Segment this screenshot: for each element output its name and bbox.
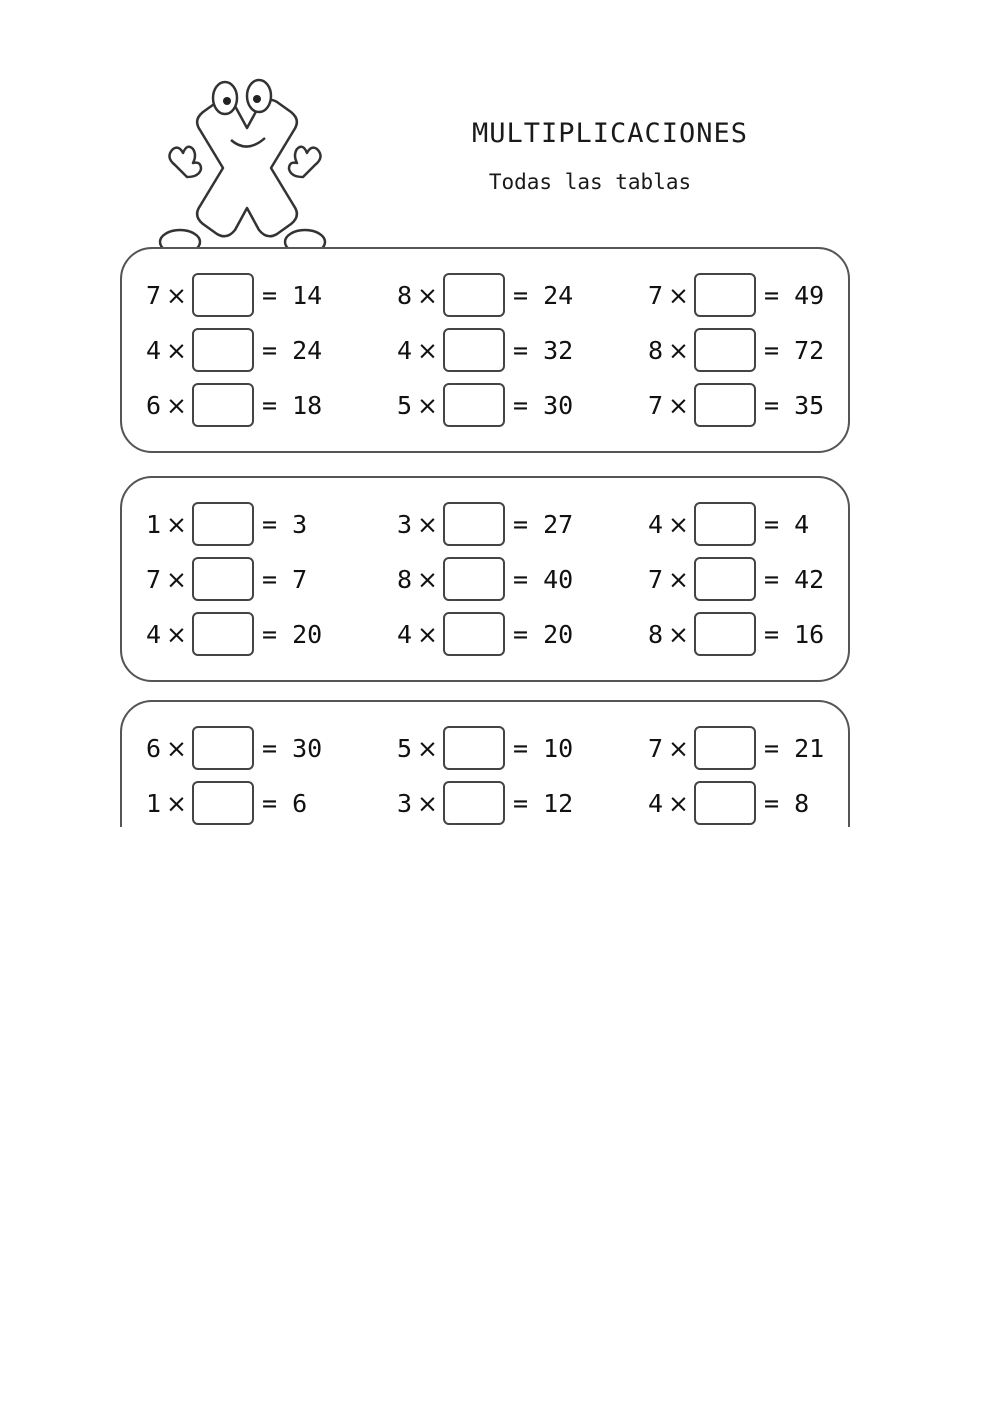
exercise-row	[122, 328, 848, 374]
exercise-row	[122, 273, 848, 319]
answer-box[interactable]	[694, 726, 756, 770]
answer-box[interactable]	[443, 502, 505, 546]
equation	[146, 383, 346, 429]
product: = 27	[513, 510, 574, 539]
answer-box[interactable]	[192, 328, 254, 372]
equation	[397, 726, 597, 772]
answer-box[interactable]	[192, 781, 254, 825]
product: = 3	[262, 510, 308, 539]
page-title: MULTIPLICACIONES	[471, 118, 749, 149]
product: = 6	[262, 789, 308, 818]
product: = 24	[262, 336, 323, 365]
multiply-sign: ×	[166, 336, 187, 365]
equation	[397, 502, 597, 548]
factor: 5	[397, 391, 413, 420]
factor: 8	[397, 281, 413, 310]
factor: 1	[146, 789, 162, 818]
multiply-sign: ×	[166, 281, 187, 310]
equation	[146, 502, 346, 548]
multiply-sign: ×	[668, 281, 689, 310]
equation	[397, 557, 597, 603]
equation	[146, 612, 346, 658]
answer-box[interactable]	[694, 328, 756, 372]
answer-box[interactable]	[192, 273, 254, 317]
equation	[648, 383, 848, 429]
answer-box[interactable]	[694, 502, 756, 546]
multiply-sign: ×	[166, 565, 187, 594]
factor: 8	[397, 565, 413, 594]
answer-box[interactable]	[443, 383, 505, 427]
exercise-row	[122, 557, 848, 603]
factor: 3	[397, 510, 413, 539]
factor: 7	[146, 281, 162, 310]
factor: 4	[146, 620, 162, 649]
multiply-sign: ×	[417, 281, 438, 310]
answer-box[interactable]	[443, 781, 505, 825]
product: = 14	[262, 281, 323, 310]
exercise-panel-2	[120, 476, 850, 682]
multiply-sign: ×	[668, 391, 689, 420]
answer-box[interactable]	[443, 328, 505, 372]
product: = 30	[262, 734, 323, 763]
product: = 20	[513, 620, 574, 649]
product: = 32	[513, 336, 574, 365]
multiply-sign: ×	[668, 620, 689, 649]
answer-box[interactable]	[694, 781, 756, 825]
equation	[146, 781, 346, 827]
factor: 4	[648, 510, 664, 539]
exercise-row	[122, 781, 848, 827]
factor: 6	[146, 734, 162, 763]
product: = 42	[764, 565, 825, 594]
product: = 8	[764, 789, 810, 818]
exercise-row	[122, 502, 848, 548]
multiply-sign: ×	[668, 336, 689, 365]
factor: 1	[146, 510, 162, 539]
factor: 4	[397, 336, 413, 365]
answer-box[interactable]	[694, 273, 756, 317]
factor: 7	[648, 281, 664, 310]
factor: 7	[648, 565, 664, 594]
factor: 4	[146, 336, 162, 365]
product: = 21	[764, 734, 825, 763]
equation	[146, 273, 346, 319]
factor: 7	[648, 734, 664, 763]
multiply-sign: ×	[417, 565, 438, 594]
multiply-sign: ×	[417, 336, 438, 365]
product: = 72	[764, 336, 825, 365]
worksheet	[110, 60, 870, 827]
exercise-row	[122, 726, 848, 772]
equation	[146, 557, 346, 603]
answer-box[interactable]	[694, 612, 756, 656]
factor: 5	[397, 734, 413, 763]
product: = 16	[764, 620, 825, 649]
multiply-sign: ×	[668, 510, 689, 539]
equation	[648, 612, 848, 658]
product: = 7	[262, 565, 308, 594]
multiply-sign: ×	[166, 391, 187, 420]
equation	[648, 328, 848, 374]
product: = 30	[513, 391, 574, 420]
equation	[146, 726, 346, 772]
exercise-row	[122, 612, 848, 658]
multiply-sign: ×	[417, 734, 438, 763]
answer-box[interactable]	[192, 502, 254, 546]
multiply-sign: ×	[166, 620, 187, 649]
product: = 40	[513, 565, 574, 594]
product: = 4	[764, 510, 810, 539]
multiply-sign: ×	[417, 391, 438, 420]
multiplication-mascot-icon	[155, 70, 335, 260]
equation	[397, 328, 597, 374]
page-subtitle: Todas las tablas	[488, 170, 692, 194]
exercise-panel-3	[120, 700, 850, 827]
product: = 20	[262, 620, 323, 649]
equation	[648, 273, 848, 319]
answer-box[interactable]	[192, 383, 254, 427]
exercise-row	[122, 383, 848, 429]
multiply-sign: ×	[668, 734, 689, 763]
factor: 3	[397, 789, 413, 818]
equation	[146, 328, 346, 374]
factor: 7	[146, 565, 162, 594]
equation	[397, 383, 597, 429]
multiply-sign: ×	[417, 789, 438, 818]
multiply-sign: ×	[166, 734, 187, 763]
factor: 4	[648, 789, 664, 818]
answer-box[interactable]	[192, 612, 254, 656]
multiply-sign: ×	[166, 789, 187, 818]
exercise-panel-1	[120, 247, 850, 453]
answer-box[interactable]	[694, 383, 756, 427]
equation	[648, 502, 848, 548]
multiply-sign: ×	[668, 789, 689, 818]
product: = 10	[513, 734, 574, 763]
product: = 24	[513, 281, 574, 310]
product: = 12	[513, 789, 574, 818]
product: = 49	[764, 281, 825, 310]
factor: 8	[648, 336, 664, 365]
product: = 35	[764, 391, 825, 420]
multiply-sign: ×	[417, 510, 438, 539]
factor: 4	[397, 620, 413, 649]
answer-box[interactable]	[694, 557, 756, 601]
answer-box[interactable]	[443, 612, 505, 656]
equation	[397, 273, 597, 319]
answer-box[interactable]	[192, 726, 254, 770]
factor: 8	[648, 620, 664, 649]
answer-box[interactable]	[443, 557, 505, 601]
equation	[397, 781, 597, 827]
multiply-sign: ×	[166, 510, 187, 539]
factor: 6	[146, 391, 162, 420]
answer-box[interactable]	[192, 557, 254, 601]
answer-box[interactable]	[443, 726, 505, 770]
factor: 7	[648, 391, 664, 420]
equation	[397, 612, 597, 658]
equation	[648, 781, 848, 827]
answer-box[interactable]	[443, 273, 505, 317]
equation	[648, 726, 848, 772]
product: = 18	[262, 391, 323, 420]
equation	[648, 557, 848, 603]
multiply-sign: ×	[417, 620, 438, 649]
multiply-sign: ×	[668, 565, 689, 594]
